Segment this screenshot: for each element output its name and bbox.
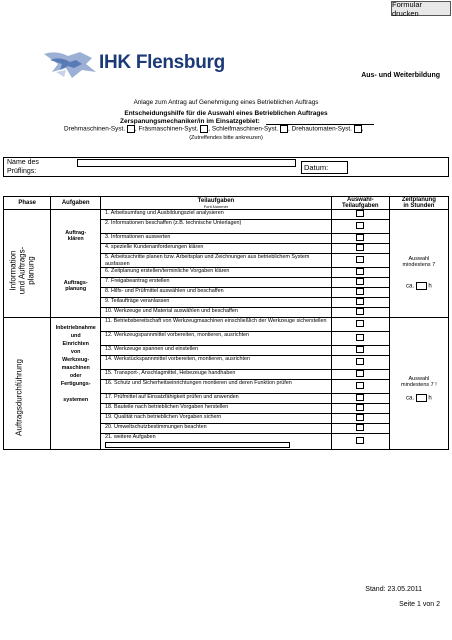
task-select-checkbox[interactable]: [356, 414, 364, 421]
task-item: 21. weitere Aufgaben: [101, 434, 332, 450]
select-cell: [331, 210, 389, 220]
select-cell: [331, 424, 389, 434]
aufgaben-group-2: [51, 318, 101, 450]
col-zeit-l1: Zeitplanung: [401, 197, 436, 203]
select-cell: [331, 278, 389, 288]
task-select-checkbox[interactable]: [356, 358, 364, 365]
task-select-checkbox[interactable]: [356, 308, 364, 315]
option-label-fraes: Fräsmaschinen-Syst.: [138, 125, 199, 133]
select-cell: [331, 434, 389, 450]
col-teilaufgaben-sub: Fortl.Nummer: [203, 203, 229, 209]
task-select-checkbox[interactable]: [356, 404, 364, 411]
brand-ihk: IHK: [99, 52, 131, 73]
job-title: Zerspanungsmechaniker/in im Einsatzgebiet:: [120, 118, 260, 125]
task-select-checkbox[interactable]: [356, 370, 364, 377]
auswahl-note-1: Auswahl mindestens 7: [402, 256, 436, 268]
select-cell: [331, 404, 389, 414]
task-item: 20. Umweltschutzbestimmungen beachten: [101, 424, 332, 434]
phase-durchfuehrung-label: Auftragsdurchführung: [14, 359, 24, 437]
task-select-checkbox[interactable]: [356, 334, 364, 341]
select-cell: [331, 332, 389, 346]
task-item: 1. Arbeitsumfang und Ausbildungsziel analysieren: [101, 210, 332, 220]
stand-date: Stand: 23.05.2011: [365, 586, 422, 593]
col-auswahl: [331, 197, 389, 210]
hours-row-2: ca. h: [406, 395, 432, 402]
task-item: 13. Werkzeuge spannen und einstellen: [101, 346, 332, 356]
ihk-logo-icon: [42, 50, 102, 80]
hours-input-2[interactable]: [416, 394, 427, 402]
task-select-checkbox[interactable]: [356, 437, 364, 444]
zeitplanung-cell-2: [389, 318, 448, 450]
task-select-checkbox[interactable]: [356, 278, 364, 285]
select-cell: [331, 346, 389, 356]
task-select-checkbox[interactable]: [356, 382, 364, 389]
col-teilaufgaben-label: Teilaufgaben: [197, 197, 235, 204]
task-select-checkbox[interactable]: [356, 210, 364, 217]
select-cell: [331, 288, 389, 298]
weitere-aufgaben-input[interactable]: [105, 442, 290, 448]
page-number: Seite 1 von 2: [399, 601, 440, 608]
group-auftragsplanung: Auftrags- planung: [63, 280, 88, 292]
select-cell: [331, 298, 389, 308]
select-cell: [331, 254, 389, 268]
option-checkbox-fraes[interactable]: [200, 125, 208, 133]
option-label-dreh: Drehmaschinen-Syst.: [64, 125, 126, 133]
form-intro-line: Anlage zum Antrag auf Genehmigung eines Betrieblichen Auftrags: [133, 99, 319, 106]
option-label-automat: Drehautomaten-Syst.: [291, 125, 352, 133]
task-item: 5. Arbeitsschritte planen bzw. Arbeitsplan und Zeichnungen aus betrieblichem System ausfassen: [101, 254, 332, 268]
col-auswahl-l2: Teilaufgaben: [342, 203, 379, 209]
select-cell: [331, 356, 389, 370]
print-form-button[interactable]: Formular drucken: [391, 1, 451, 16]
task-item: 8. Hilfs- und Prüfmittel auswählen und beschaffen: [101, 288, 332, 298]
task-select-checkbox[interactable]: [356, 298, 364, 305]
name-label-line1: Name des: [7, 159, 39, 166]
task-item: 6. Zeitplanung erstellen/terminliche Vorgaben klären: [101, 268, 332, 278]
col-zeit-l2: in Stunden: [403, 203, 435, 209]
task-item: 10. Werkzeuge und Material auswählen und beschaffen: [101, 308, 332, 318]
task-item: 15. Transport-, Anschlagmittel, Hebezeuge handhaben: [101, 370, 332, 380]
task-select-checkbox[interactable]: [356, 424, 364, 431]
name-label: [7, 158, 39, 176]
option-checkbox-schleif[interactable]: [280, 125, 288, 133]
select-cell: [331, 370, 389, 380]
task-select-checkbox[interactable]: [356, 288, 364, 295]
form-heading: Entscheidungshilfe für die Auswahl eines Betrieblichen Auftrages: [124, 110, 328, 117]
task-item: 11. Betriebsbereitschaft von Werkzeugmaschinen einschließlich der Werkzeuge sicherstellen: [101, 318, 332, 332]
col-aufgaben: Aufgaben: [51, 197, 101, 210]
zeitplanung-cell-1: [389, 210, 448, 318]
task-select-checkbox[interactable]: [356, 244, 364, 251]
task-item: 4. spezielle Kundenanforderungen klären: [101, 244, 332, 254]
datum-field[interactable]: [301, 161, 348, 174]
select-cell: [331, 244, 389, 254]
name-label-line2: Prüflings:: [7, 168, 37, 175]
brand-title: [99, 52, 225, 74]
select-cell: [331, 234, 389, 244]
task-item: 19. Qualität nach betrieblichen Vorgaben sichern: [101, 414, 332, 424]
option-checkbox-automat[interactable]: [354, 125, 362, 133]
group-inbetriebnahme: Inbetriebnahme und Einrichten von Werkzeug- maschinen oder Fertigungs- systemen: [55, 325, 96, 404]
hours-row-1: ca. h: [406, 283, 432, 290]
col-auswahl-l1: Auswahl-: [346, 197, 374, 203]
task-item: 18. Bauteile nach betrieblichen Vorgaben herstellen: [101, 404, 332, 414]
option-checkbox-dreh[interactable]: [127, 125, 135, 133]
task-item: 2. Informationen beschaffen (z.B. technische Unterlagen): [101, 220, 332, 234]
einsatzgebiet-options: Drehmaschinen-Syst. , Fräsmaschinen-Syst. , Schleifmaschinen-Syst. , Drehautomaten-Syst. ,: [64, 125, 364, 133]
task-item: 3. Informationen auswerten: [101, 234, 332, 244]
col-phase: Phase: [4, 197, 51, 210]
task-table: [3, 196, 449, 450]
task-item: 9. Teilaufträge veranlassen: [101, 298, 332, 308]
phase-durchfuehrung-cell: [4, 318, 51, 450]
table-row: [4, 210, 449, 220]
task-select-checkbox[interactable]: [356, 256, 364, 263]
col-zeitplanung: [389, 197, 448, 210]
select-cell: [331, 394, 389, 404]
datum-label: Datum:: [304, 163, 329, 172]
task-item: 12. Werkzeugspannmittel vorbereiten, montieren, ausrichten: [101, 332, 332, 346]
select-cell: [331, 220, 389, 234]
task-item: 14. Werkstückspannmittel vorbereiten, montieren, ausrichten: [101, 356, 332, 370]
name-input[interactable]: [77, 159, 296, 167]
task-item: 16. Schutz und Sicherheitseinrichtungen montieren und deren Funktion prüfen: [101, 380, 332, 394]
task-item: 17. Prüfmittel auf Einsatzfähigkeit prüfen und anwenden: [101, 394, 332, 404]
phase-information-label: Information und Auftrags- planung: [8, 246, 36, 295]
task-select-checkbox[interactable]: [356, 320, 364, 327]
table-row: [4, 318, 449, 332]
select-cell: [331, 380, 389, 394]
aufgaben-group-1: [51, 210, 101, 318]
task-select-checkbox[interactable]: [356, 346, 364, 353]
select-cell: [331, 308, 389, 318]
phase-information-cell: [4, 210, 51, 318]
group-auftrag-klaeren: Auftrag- klären: [65, 230, 87, 242]
select-cell: [331, 318, 389, 332]
task-select-checkbox[interactable]: [356, 268, 364, 275]
hours-input-1[interactable]: [416, 282, 427, 290]
select-cell: [331, 414, 389, 424]
auswahl-note-2: Auswahl mindestens 7 !: [401, 376, 437, 389]
option-label-schleif: Schleifmaschinen-Syst.: [211, 125, 279, 133]
select-cell: [331, 268, 389, 278]
col-teilaufgaben: [101, 197, 332, 210]
task-item: 7. Freigabeantrag erstellen: [101, 278, 332, 288]
department-subtitle: Aus- und Weiterbildung: [361, 72, 440, 79]
instruction-note: (Zutreffendes bitte ankreuzen): [189, 135, 263, 141]
task-select-checkbox[interactable]: [356, 222, 364, 229]
task-select-checkbox[interactable]: [356, 234, 364, 241]
task-select-checkbox[interactable]: [356, 394, 364, 401]
brand-city: Flensburg: [135, 52, 225, 73]
